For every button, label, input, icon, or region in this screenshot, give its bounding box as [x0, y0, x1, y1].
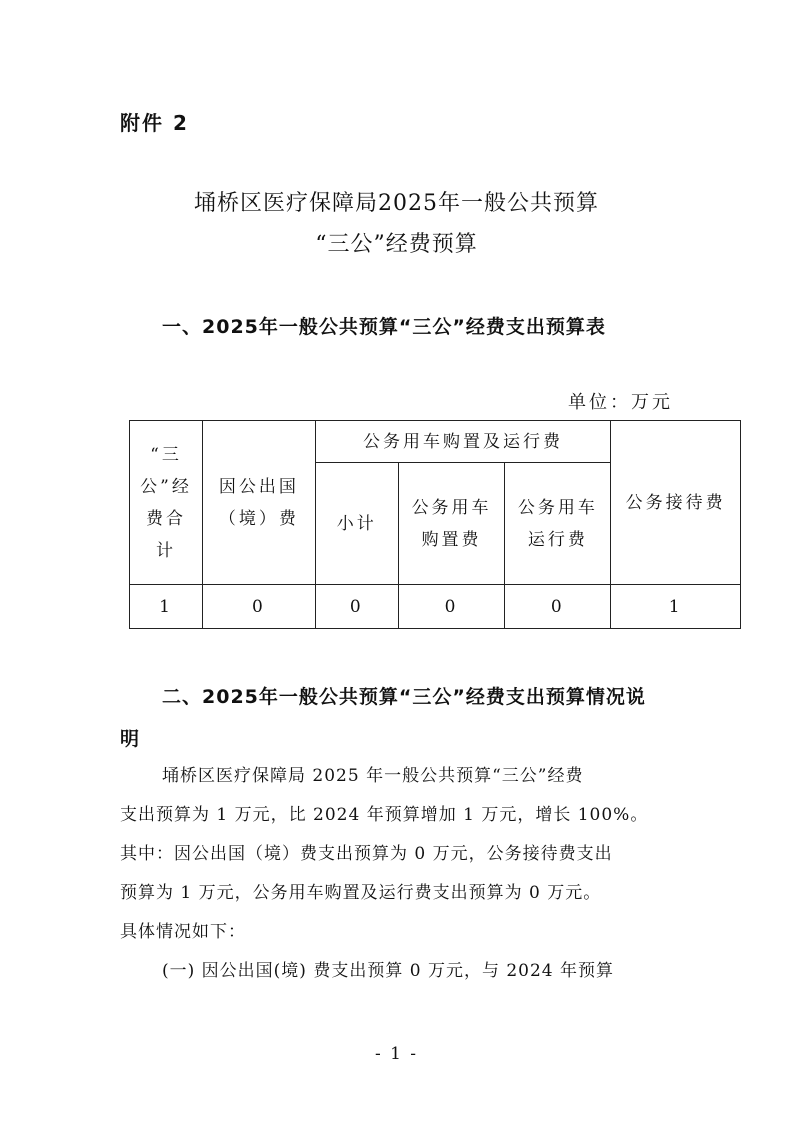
section2-heading-line2: 明	[120, 728, 141, 750]
paragraph-line4: 预算为 1 万元，公务用车购置及运行费支出预算为 0 万元。	[120, 883, 602, 903]
header-subtotal: 小计	[315, 463, 398, 585]
table-row	[130, 585, 741, 629]
value-subtotal: 0	[315, 585, 398, 629]
value-total: 1	[130, 585, 203, 629]
attachment-label: 附件 2	[120, 111, 189, 135]
paragraph-line5: 具体情况如下：	[120, 922, 246, 942]
header-overseas	[202, 421, 315, 585]
page-number: - 1 -	[374, 1044, 419, 1064]
paragraph-line2: 支出预算为 1 万元，比 2024 年预算增加 1 万元，增长 100%。	[120, 805, 649, 825]
header-overseas-line2: （境）费	[218, 508, 299, 529]
header-vehicle-purchase	[398, 463, 505, 585]
header-total-line2: 公”经	[140, 476, 192, 497]
value-vehicle-operation: 0	[505, 585, 611, 629]
section1-heading: 一、2025年一般公共预算“三公”经费支出预算表	[162, 316, 606, 338]
section2-heading	[120, 676, 680, 760]
paragraph-line3: 其中：因公出国（境）费支出预算为 0 万元，公务接待费支出	[120, 844, 613, 864]
sub-item-overseas: (一) 因公出国(境) 费支出预算 0 万元，与 2024 年预算	[162, 961, 615, 981]
header-overseas-line1: 因公出国	[218, 476, 299, 497]
header-total-line3: 费合	[145, 508, 186, 529]
section2-paragraph	[120, 757, 680, 952]
header-vehicle-operation	[505, 463, 611, 585]
document-title-line1: 埇桥区医疗保障局2025年一般公共预算	[194, 191, 599, 216]
header-reception: 公务接待费	[611, 421, 741, 585]
document-title-line2: “三公”经费预算	[315, 232, 478, 257]
header-operation-line2: 运行费	[527, 529, 588, 550]
value-reception: 1	[611, 585, 741, 629]
unit-label: 单位：万元	[568, 392, 673, 413]
value-overseas: 0	[202, 585, 315, 629]
header-purchase-line1: 公务用车	[411, 497, 492, 518]
value-vehicle-purchase: 0	[398, 585, 505, 629]
paragraph-line1: 埇桥区医疗保障局 2025 年一般公共预算“三公”经费	[162, 766, 584, 786]
header-vehicle-group: 公务用车购置及运行费	[315, 421, 610, 463]
header-total	[130, 421, 203, 585]
header-total-line4: 计	[155, 540, 176, 561]
header-total-line1: “三	[150, 444, 182, 465]
header-operation-line1: 公务用车	[517, 497, 598, 518]
three-public-budget-table	[129, 420, 741, 629]
header-purchase-line2: 购置费	[421, 529, 482, 550]
section2-heading-line1: 二、2025年一般公共预算“三公”经费支出预算情况说	[162, 686, 646, 708]
